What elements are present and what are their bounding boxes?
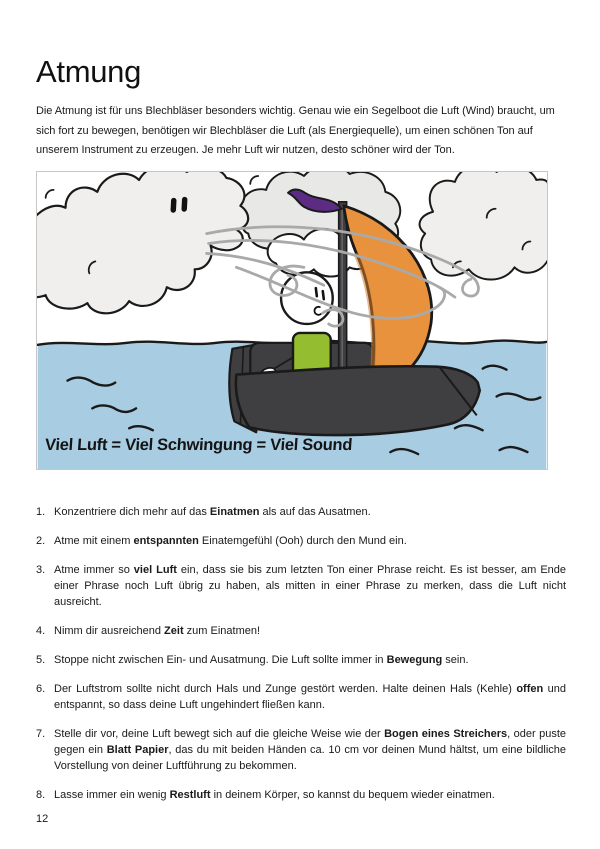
breathing-tips-list — [36, 504, 566, 816]
page-number: 12 — [36, 813, 49, 825]
list-item-number: 7. — [36, 728, 46, 740]
list-item-text: Stoppe nicht zwischen Ein- und Ausatmung. Die Luft sollte immer in Bewegung sein. — [54, 654, 469, 666]
list-item — [36, 504, 566, 520]
list-item — [36, 533, 566, 549]
illustration-caption: Viel Luft = Viel Schwingung = Viel Sound — [44, 436, 353, 454]
list-item-number: 6. — [36, 683, 46, 695]
list-item-text: Stelle dir vor, deine Luft bewegt sich auf die gleiche Weise wie der Bogen eines Streichers, oder puste gegen ein Blatt Papier, das du mit beiden Händen ca. 10 cm vor deinen Mund hältst, um eine bildliche Vorstellung von deiner Luftführung zu bekommen. — [54, 728, 567, 772]
list-item — [36, 652, 566, 668]
list-item — [36, 562, 566, 610]
list-item-text: Konzentriere dich mehr auf das Einatmen als auf das Ausatmen. — [54, 506, 371, 518]
list-item-number: 4. — [36, 625, 46, 637]
list-item-text: Atme mit einem entspannten Einatemgefühl (Ooh) durch den Mund ein. — [54, 535, 407, 547]
list-item-text: Nimm dir ausreichend Zeit zum Einatmen! — [54, 625, 261, 637]
page-title: Atmung — [36, 53, 142, 89]
list-item-text: Der Luftstrom sollte nicht durch Hals und Zunge gestört werden. Halte deinen Hals (Kehle) offen und entspannt, so dass deine Luft ungehindert fließen kann. — [54, 683, 566, 711]
sailboat-illustration-canvas — [37, 172, 547, 469]
list-item-text: Lasse immer ein wenig Restluft in deinem Körper, so kannst du bequem wieder einatmen. — [54, 789, 495, 801]
list-item-number: 2. — [36, 535, 46, 547]
list-item — [36, 787, 566, 803]
cloud-right — [420, 172, 547, 280]
list-item-text: Atme immer so viel Luft ein, dass sie bis zum letzten Ton einer Phrase reicht. Es ist besser, am Ende einer Phrase noch Luft übrig zu haben, als mitten in einer Phrase zu merken, dass die Luft nicht ausreicht. — [54, 564, 567, 608]
list-item-number: 8. — [36, 789, 46, 801]
list-item-number: 3. — [36, 564, 46, 576]
boat-hull — [236, 366, 480, 435]
list-item-number: 1. — [36, 506, 46, 518]
sailboat-illustration — [36, 171, 548, 470]
list-item-number: 5. — [36, 654, 46, 666]
list-item — [36, 681, 566, 713]
list-item — [36, 726, 566, 774]
list-item — [36, 623, 566, 639]
sailor-head — [281, 272, 333, 324]
intro-paragraph: Die Atmung ist für uns Blechbläser besonders wichtig. Genau wie ein Segelboot die Luft (Wind) braucht, um sich fort zu bewegen, benötigen wir Blechbläser die Luft (als Energiequelle), um einen schönen Ton auf unserem Instrument zu erzeugen. Je mehr Luft wir nutzen, desto schöner wird der Ton. — [36, 105, 555, 156]
